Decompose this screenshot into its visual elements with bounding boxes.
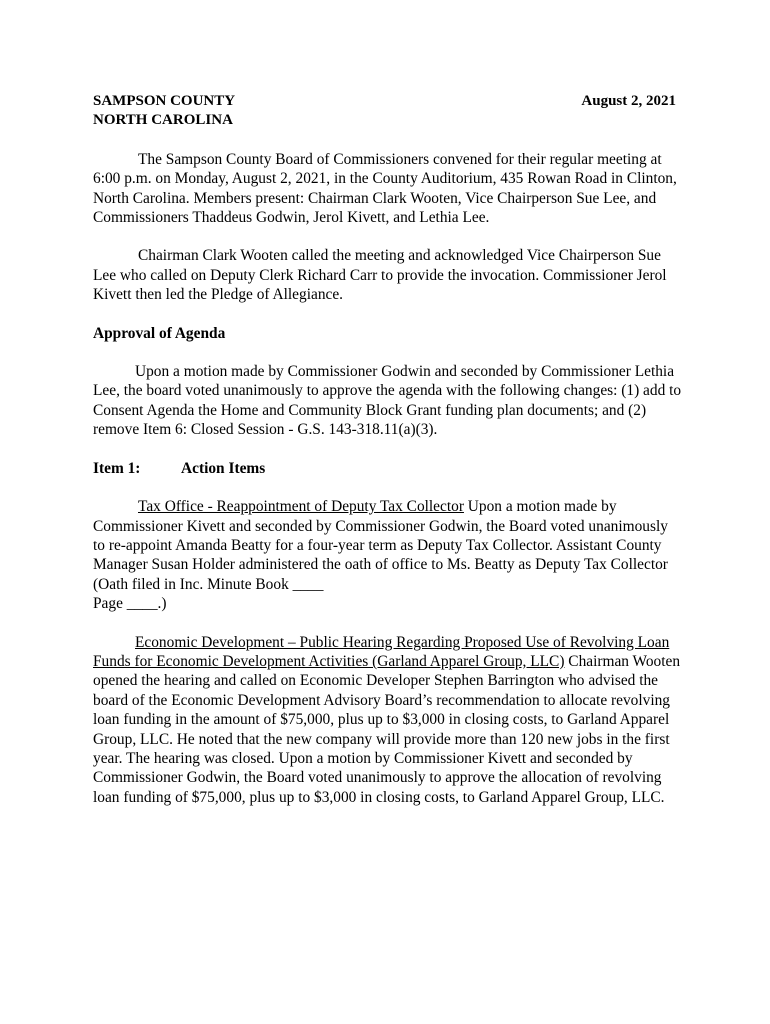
tax-office-page-line: Page ____.) — [93, 595, 167, 613]
approval-heading: Approval of Agenda — [93, 324, 226, 342]
spacer — [93, 440, 683, 459]
invocation-paragraph: Chairman Clark Wooten called the meeting and acknowledged Vice Chairperson Sue Lee who called on Deputy Clerk Richard Carr to provide the invocation. Commissioner Jerol Kivett then led the Pledge of Allegiance. — [93, 247, 667, 304]
economic-paragraph — [93, 633, 683, 808]
tax-office-body: Upon a motion made by Commissioner Kivett and seconded by Commissioner Godwin, the Board voted unanimously to re-appoint Amanda Beatty for a four-year term as Deputy Tax Collector. Assistant County Manager Susan Holder administered the oath of office to Ms. Beatty as Deputy Tax Collector (Oath filed in Inc. Minute Book ____ — [93, 498, 668, 593]
opening-paragraph: The Sampson County Board of Commissioners convened for their regular meeting at 6:00 p.m. on Monday, August 2, 2021, in the County Auditorium, 435 Rowan Road in Clinton, North Carolina. Members present: Chairman Clark Wooten, Vice Chairperson Sue Lee, and Commissioners Thaddeus Godwin, Jerol Kivett, and Lethia Lee. — [93, 150, 677, 227]
spacer — [93, 131, 683, 150]
economic-body: Chairman Wooten opened the hearing and called on Economic Developer Stephen Barrington who advised the board of the Economic Development Advisory Board’s recommendation to allocate revolving loan funding in the amount of $75,000, plus up to $3,000 in closing costs, to Garland Apparel Group, LLC. He noted that the new company will provide more than 120 new jobs in the first year. The hearing was closed. Upon a motion by Commissioner Kivett and seconded by Commissioner Godwin, the Board voted unanimously to approve the allocation of revolving loan funding of $75,000, plus up to $3,000 in closing costs, to Garland Apparel Group, LLC. — [93, 652, 681, 806]
document-header — [93, 92, 683, 131]
spacer — [93, 343, 683, 362]
spacer — [93, 478, 683, 497]
tax-office-paragraph — [93, 497, 683, 613]
economic-title: Economic Development – Public Hearing Regarding Proposed Use of Revolving Loan Funds for Economic Development Activities (Garland Apparel Group, LLC) — [93, 633, 670, 670]
item-heading — [93, 459, 683, 478]
tax-office-title: Tax Office - Reappointment of Deputy Tax Collector — [138, 498, 464, 516]
approval-paragraph: Upon a motion made by Commissioner Godwin and seconded by Commissioner Lethia Lee, the board voted unanimously to approve the agenda with the following changes: (1) add to Consent Agenda the Home and Community Block Grant funding plan documents; and (2) remove Item 6: Closed Session - G.S. 143-318.11(a)(3). — [93, 363, 682, 439]
county-name: SAMPSON COUNTY — [93, 93, 236, 109]
state-name: NORTH CAROLINA — [93, 112, 233, 129]
spacer — [93, 227, 683, 246]
spacer — [93, 305, 683, 324]
document-page — [93, 92, 683, 807]
item-title: Action Items — [181, 459, 266, 477]
spacer — [93, 614, 683, 633]
item-label: Item 1: — [93, 459, 141, 477]
meeting-date: August 2, 2021 — [581, 93, 676, 109]
